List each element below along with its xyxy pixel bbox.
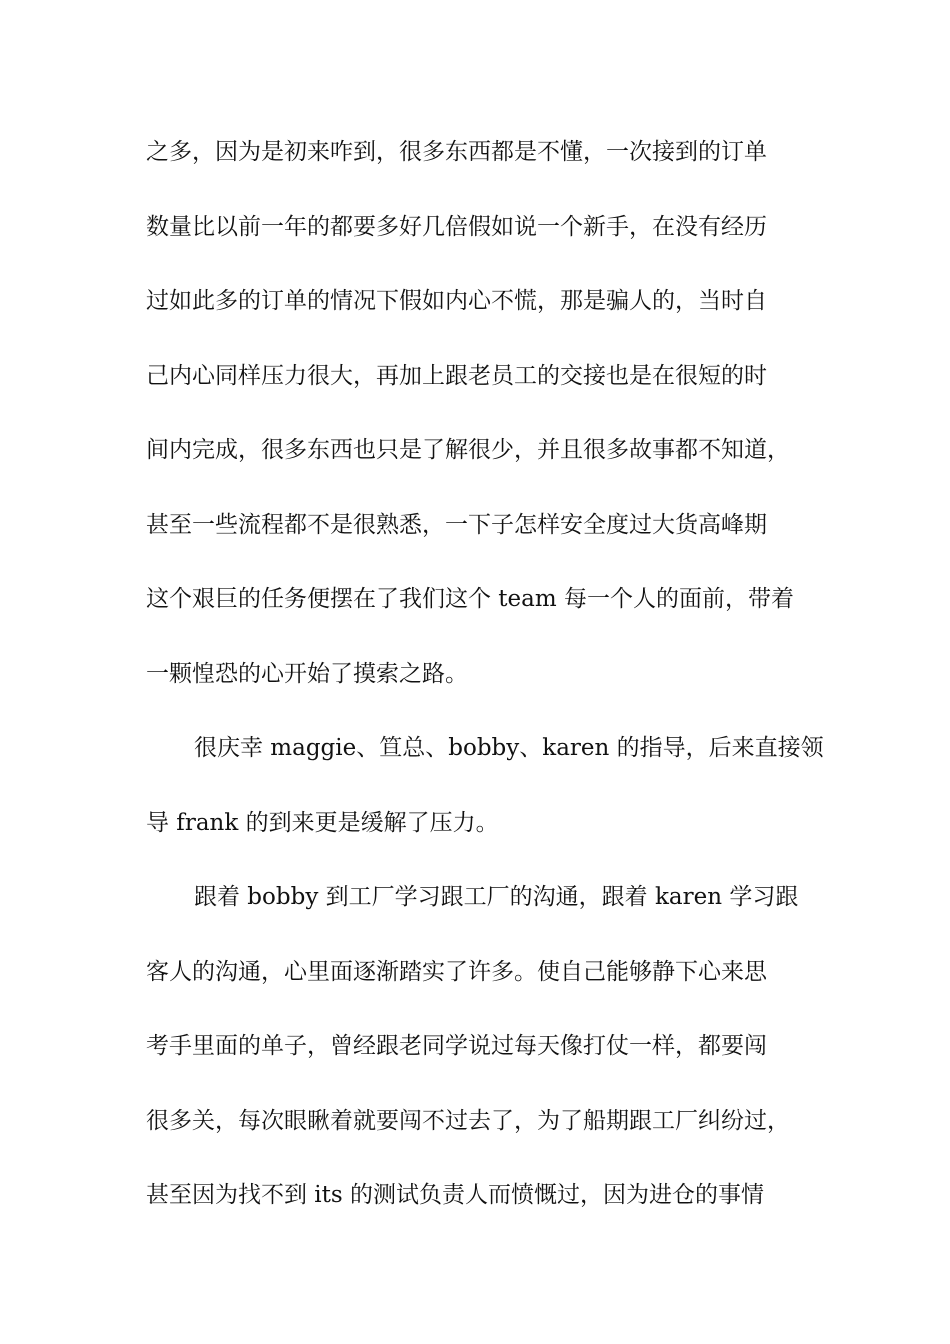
paragraph-1-line-5: 间内完成，很多东西也只是了解很少，并且很多故事都不知道， bbox=[146, 437, 790, 463]
document-body bbox=[146, 128, 826, 1246]
paragraph-1-line-6: 甚至一些流程都不是很熟悉，一下子怎样安全度过大货高峰期 bbox=[146, 511, 767, 538]
paragraph-3-line-3: 考手里面的单子，曾经跟老同学说过每天像打仗一样，都要闯 bbox=[146, 1033, 767, 1059]
paragraph-3-line-5: 甚至因为找不到 its 的测试负责人而愤慨过，因为进仓的事情 bbox=[146, 1182, 765, 1208]
paragraph-1-line-1: 之多，因为是初来咋到，很多东西都是不懂，一次接到的订单 bbox=[146, 139, 767, 165]
paragraph-1-line-4: 己内心同样压力很大，再加上跟老员工的交接也是在很短的时 bbox=[146, 362, 767, 389]
paragraph-3-line-4: 很多关，每次眼瞅着就要闯不过去了，为了船期跟工厂纠纷过， bbox=[146, 1107, 790, 1134]
paragraph-1-line-3: 过如此多的订单的情况下假如内心不慌，那是骗人的，当时自 bbox=[146, 288, 767, 314]
paragraph-3-line-1: 跟着 bobby 到工厂学习跟工厂的沟通，跟着 karen 学习跟 bbox=[194, 884, 799, 910]
paragraph-1-line-8: 一颗惶恐的心开始了摸索之路。 bbox=[146, 660, 468, 687]
paragraph-3-line-2: 客人的沟通，心里面逐渐踏实了许多。使自己能够静下心来思 bbox=[146, 958, 767, 985]
paragraph-1-line-7: 这个艰巨的任务便摆在了我们这个 team 每一个人的面前，带着 bbox=[146, 586, 794, 612]
paragraph-2-line-2: 导 frank 的到来更是缓解了压力。 bbox=[146, 809, 499, 836]
paragraph-2-line-1: 很庆幸 maggie、笪总、bobby、karen 的指导，后来直接领 bbox=[194, 735, 824, 761]
paragraph-1-line-2: 数量比以前一年的都要多好几倍假如说一个新手，在没有经历 bbox=[146, 213, 767, 240]
